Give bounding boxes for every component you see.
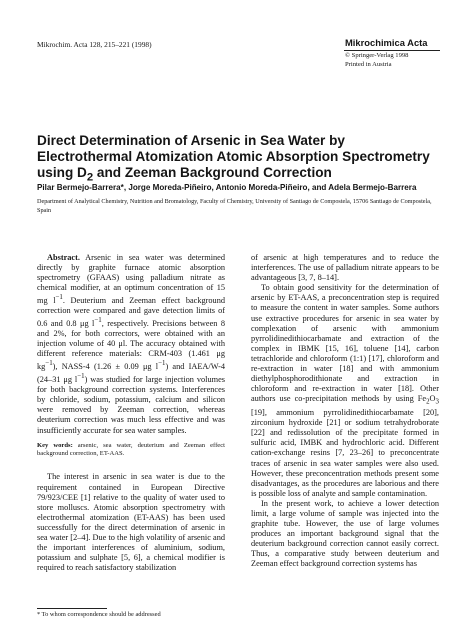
- journal-citation: Mikrochim. Acta 128, 215–221 (1998): [37, 40, 152, 49]
- author-list: Pilar Bermejo-Barrera*, Jorge Moreda-Piñeiro, Antonio Moreda-Piñeiro, and Adela Bermejo-Barrera: [37, 183, 417, 192]
- journal-name-underline: [344, 50, 440, 51]
- copyright-notice: © Springer-Verlag 1998: [345, 52, 409, 59]
- correspondence-footnote: * To whom correspondence should be addressed: [37, 611, 161, 618]
- printed-in: Printed in Austria: [345, 61, 392, 68]
- abstract: Abstract. Arsenic in sea water was determined directly by graphite furnace atomic absorption spectrometry (GFAAS) using palladium nitrate as chemical modifier, at an optimum concentration of 15 mg $l^{-1}$. Deuterium and Zeeman effect background correction were compared and gave detection limits of 0.6 and 0.8 μg $l^{-1}$, respectively. Precisions between 8 and 2%, for both correctors, were obtained with an injection volume of 40 μl. The accuracy obtained with different reference materials: CRM-403 (1.461 μg $kg^{-1}$), NASS-4 (1.26 ± 0.09 μg $l^{-1}$) and IAEA/W-4 (24–31 μg $l^{-1}$) was studied for large injection volumes for both background correction systems. Interferences by chloride, sodium, potassium, calcium and silicon were removed by Zeeman correction, whereas deuterium correction was much less effective and was insufficiently accurate for sea water samples.: [37, 253, 226, 435]
- right-column: [251, 253, 439, 570]
- keywords: Key words: arsenic, sea water, deuterium and Zeeman effect background correction, ET-AAS.: [37, 441, 225, 458]
- author-affiliation: Department of Analytical Chemistry, Nutrition and Bromatology, Faculty of Chemistry, University of Santiago de Compostela, 15706 Santiago de Compostela, Spain: [37, 198, 432, 214]
- body-paragraph-1: of arsenic at high temperatures and to reduce the interferences. The use of palladium nitrate appears to be advantageous [3, 7, 8–14].: [251, 253, 439, 283]
- introduction-paragraph: The interest in arsenic in sea water is due to the requirement contained in European Directive 79/923/CEE [1] relative to the quality of water used to store molluscs. Atomic absorption spectrometry with electrothermal atomization (ET-AAS) has been used successfully for the direct determination of arsenic in sea water [2–4]. Due to the high volatility of arsenic and the important interferences of aluminium, sodium, potassium and sulphate [5, 6], a chemical modifier is required to reach satisfactory stabilization: [37, 472, 225, 573]
- footnote-rule: [37, 608, 107, 609]
- body-paragraph-2: To obtain good sensitivity for the determination of arsenic by ET-AAS, a preconcentration step is required to measure the content in water samples. Some authors use extractive procedures for arsenic in sea water by complexation of arsenic with ammonium pyrrolidinedithiocarbamate and extraction of the complex in IBMK [15, 16], toluene [14], carbon tetrachloride and chloroform (1:1) [17], chloroform and re-extraction in water [18] and with ammonium diethylphosphorodithionate and extraction in chloroform and re-extraction in water [18]. Other authors use co-precipitation methods by using $Fe_2O_3$ [19], ammonium pyrrolidinedithiocarbamate [20], zirconium hydroxide [21] or sodium tetrahydroborate [22] and redissolution of the precipitate formed in sulfuric acid, IMBK and hydrochloric acid. Different cation-exchange resins [7, 23–26] to preconcentrate traces of arsenic in sea water samples were also used. However, these preconcentration methods present some disadvantages, as the procedures are laborious and there is possible loss of analyte and sample contamination.: [251, 283, 439, 498]
- article-title: Direct Determination of Arsenic in Sea Water by Electrothermal Atomization Atomic Absorption Spectrometry using $D_2$ and Zeeman Background Correction: [37, 133, 430, 184]
- left-column: [37, 253, 225, 573]
- body-paragraph-3: In the present work, to achieve a lower detection limit, a large volume of sample was injected into the graphite tube. However, the use of large volumes produces an important background signal that the deuterium background correction cannot easily correct. Thus, a comparative study between deuterium and Zeeman effect background correction systems has: [251, 498, 439, 569]
- journal-name: Mikrochimica Acta: [345, 37, 428, 48]
